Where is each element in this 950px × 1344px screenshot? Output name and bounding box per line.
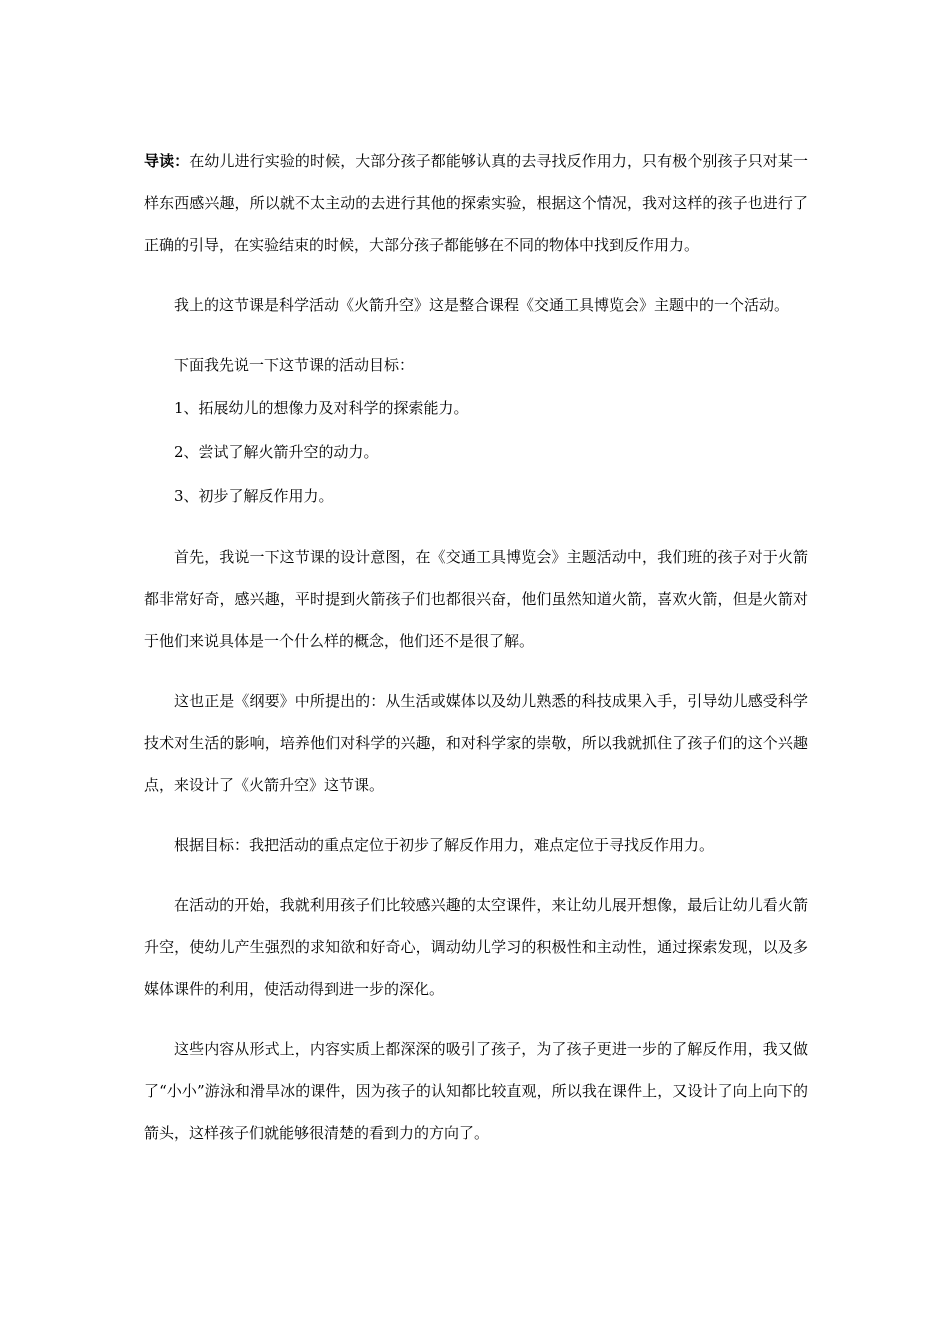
courseware-paragraph: 这些内容从形式上，内容实质上都深深的吸引了孩子，为了孩子更进一步的了解反作用，我又做了“小小”游泳和滑旱冰的课件，因为孩子的认知都比较直观，所以我在课件上，又设计了向上向下的箭头，这样孩子们就能够很清楚的看到力的方向了。 — [144, 1040, 808, 1142]
activity-start-paragraph: 在活动的开始，我就利用孩子们比较感兴趣的太空课件，来让幼儿展开想像，最后让幼儿看火箭升空，使幼儿产生强烈的求知欲和好奇心，调动幼儿学习的积极性和主动性，通过探索发现，以及多媒体课件的利用，使活动得到进一步的深化。 — [144, 896, 808, 998]
goals-heading: 下面我先说一下这节课的活动目标： — [174, 356, 415, 374]
design-intent-paragraph: 首先，我说一下这节课的设计意图，在《交通工具博览会》主题活动中，我们班的孩子对于火箭都非常好奇，感兴趣，平时提到火箭孩子们也都很兴奋，他们虽然知道火箭，喜欢火箭，但是火箭对于他们来说具体是一个什么样的概念，他们还不是很了解。 — [144, 548, 808, 650]
course-intro-paragraph: 我上的这节课是科学活动《火箭升空》这是整合课程《交通工具博览会》主题中的一个活动。 — [174, 296, 790, 314]
goal-item-3: 3、初步了解反作用力。 — [174, 487, 334, 505]
document-page — [144, 140, 808, 1154]
intro-label: 导读： — [144, 152, 190, 170]
intro-text: 在幼儿进行实验的时候，大部分孩子都能够认真的去寻找反作用力，只有极个别孩子只对某一样东西感兴趣，所以就不太主动的去进行其他的探索实验，根据这个情况，我对这样的孩子也进行了正确的引导，在实验结束的时候，大部分孩子都能够在不同的物体中找到反作用力。 — [144, 152, 808, 254]
goal-item-1: 1、拓展幼儿的想像力及对科学的探索能力。 — [174, 399, 469, 417]
goal-item-2: 2、尝试了解火箭升空的动力。 — [174, 443, 379, 461]
focus-paragraph: 根据目标：我把活动的重点定位于初步了解反作用力，难点定位于寻找反作用力。 — [174, 836, 715, 854]
guideline-paragraph: 这也正是《纲要》中所提出的：从生活或媒体以及幼儿熟悉的科技成果入手，引导幼儿感受科学技术对生活的影响，培养他们对科学的兴趣，和对科学家的崇敬，所以我就抓住了孩子们的这个兴趣点，来设计了《火箭升空》这节课。 — [144, 692, 808, 794]
intro-paragraph — [144, 140, 808, 266]
